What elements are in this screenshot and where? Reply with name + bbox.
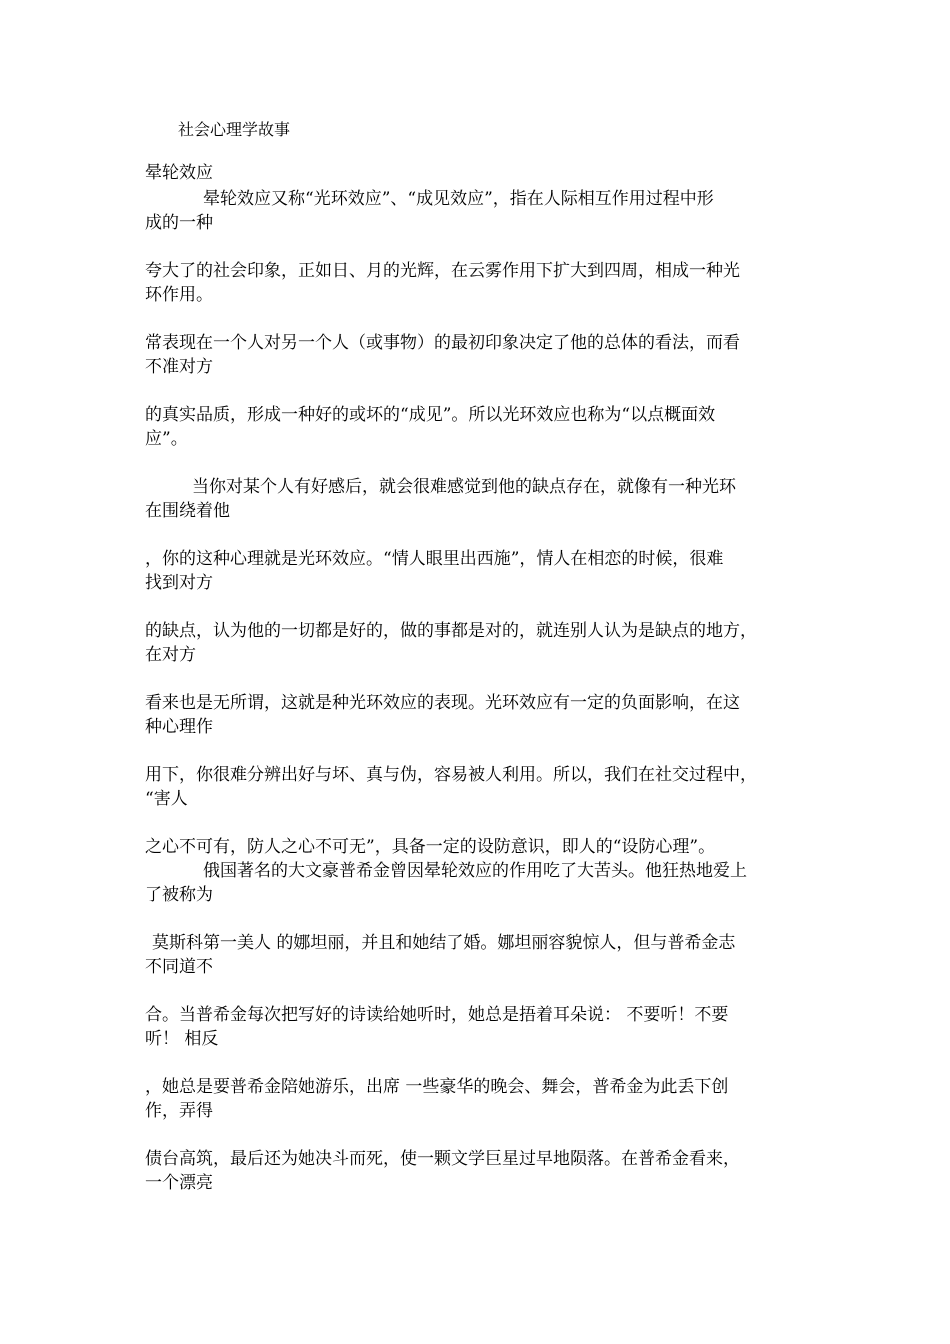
- text-line: ，你的这种心理就是光环效应。“情人眼里出西施”，情人在相恋的时候，很难: [145, 549, 724, 569]
- text-line: 在围绕着他: [145, 501, 230, 521]
- text-line: 不同道不: [145, 957, 213, 977]
- text-line: 种心理作: [145, 717, 213, 737]
- section-heading: 晕轮效应: [145, 163, 213, 183]
- text-line: 听！ 相反: [145, 1029, 219, 1049]
- text-line: ，她总是要普希金陪她游乐，出席 一些豪华的晚会、舞会，普希金为此丢下创: [145, 1077, 729, 1097]
- text-line: 的缺点，认为他的一切都是好的，做的事都是对的，就连别人认为是缺点的地方，: [145, 621, 757, 641]
- text-line: 晕轮效应又称“光环效应”、“成见效应”，指在人际相互作用过程中形: [203, 189, 714, 209]
- text-line: 成的一种: [145, 213, 213, 233]
- text-line: 看来也是无所谓，这就是种光环效应的表现。光环效应有一定的负面影响，在这: [145, 693, 740, 713]
- text-line: 之心不可有，防人之心不可无”，具备一定的设防意识，即人的“设防心理”。: [145, 837, 716, 857]
- text-line: 不准对方: [145, 357, 213, 377]
- text-line: 当你对某个人有好感后，就会很难感觉到他的缺点存在，就像有一种光环: [192, 477, 736, 497]
- text-line: 一个漂亮: [145, 1173, 213, 1193]
- text-line: 应”。: [145, 429, 188, 449]
- text-line: 合。当普希金每次把写好的诗读给她听时，她总是捂着耳朵说： 不要听！不要: [145, 1005, 729, 1025]
- text-line: 债台高筑，最后还为她决斗而死，使一颗文学巨星过早地陨落。在普希金看来，: [145, 1149, 740, 1169]
- text-line: 了被称为: [145, 885, 213, 905]
- text-line: 常表现在一个人对另一个人（或事物）的最初印象决定了他的总体的看法，而看: [145, 333, 740, 353]
- text-line: 莫斯科第一美人 的娜坦丽，并且和她结了婚。娜坦丽容貌惊人，但与普希金志: [152, 933, 736, 953]
- document-title: 社会心理学故事: [178, 120, 291, 139]
- text-line: 的真实品质，形成一种好的或坏的“成见”。所以光环效应也称为“以点概面效: [145, 405, 716, 425]
- text-line: 在对方: [145, 645, 196, 665]
- text-line: 找到对方: [145, 573, 213, 593]
- text-line: 作，弄得: [145, 1101, 213, 1121]
- text-line: 用下，你很难分辨出好与坏、真与伪，容易被人利用。所以，我们在社交过程中，: [145, 765, 757, 785]
- text-line: 夸大了的社会印象，正如日、月的光辉，在云雾作用下扩大到四周，相成一种光: [145, 261, 740, 281]
- text-line: 环作用。: [145, 285, 213, 305]
- text-line: “害人: [145, 789, 188, 809]
- text-line: 俄国著名的大文豪普希金曾因晕轮效应的作用吃了大苦头。他狂热地爱上: [203, 861, 747, 881]
